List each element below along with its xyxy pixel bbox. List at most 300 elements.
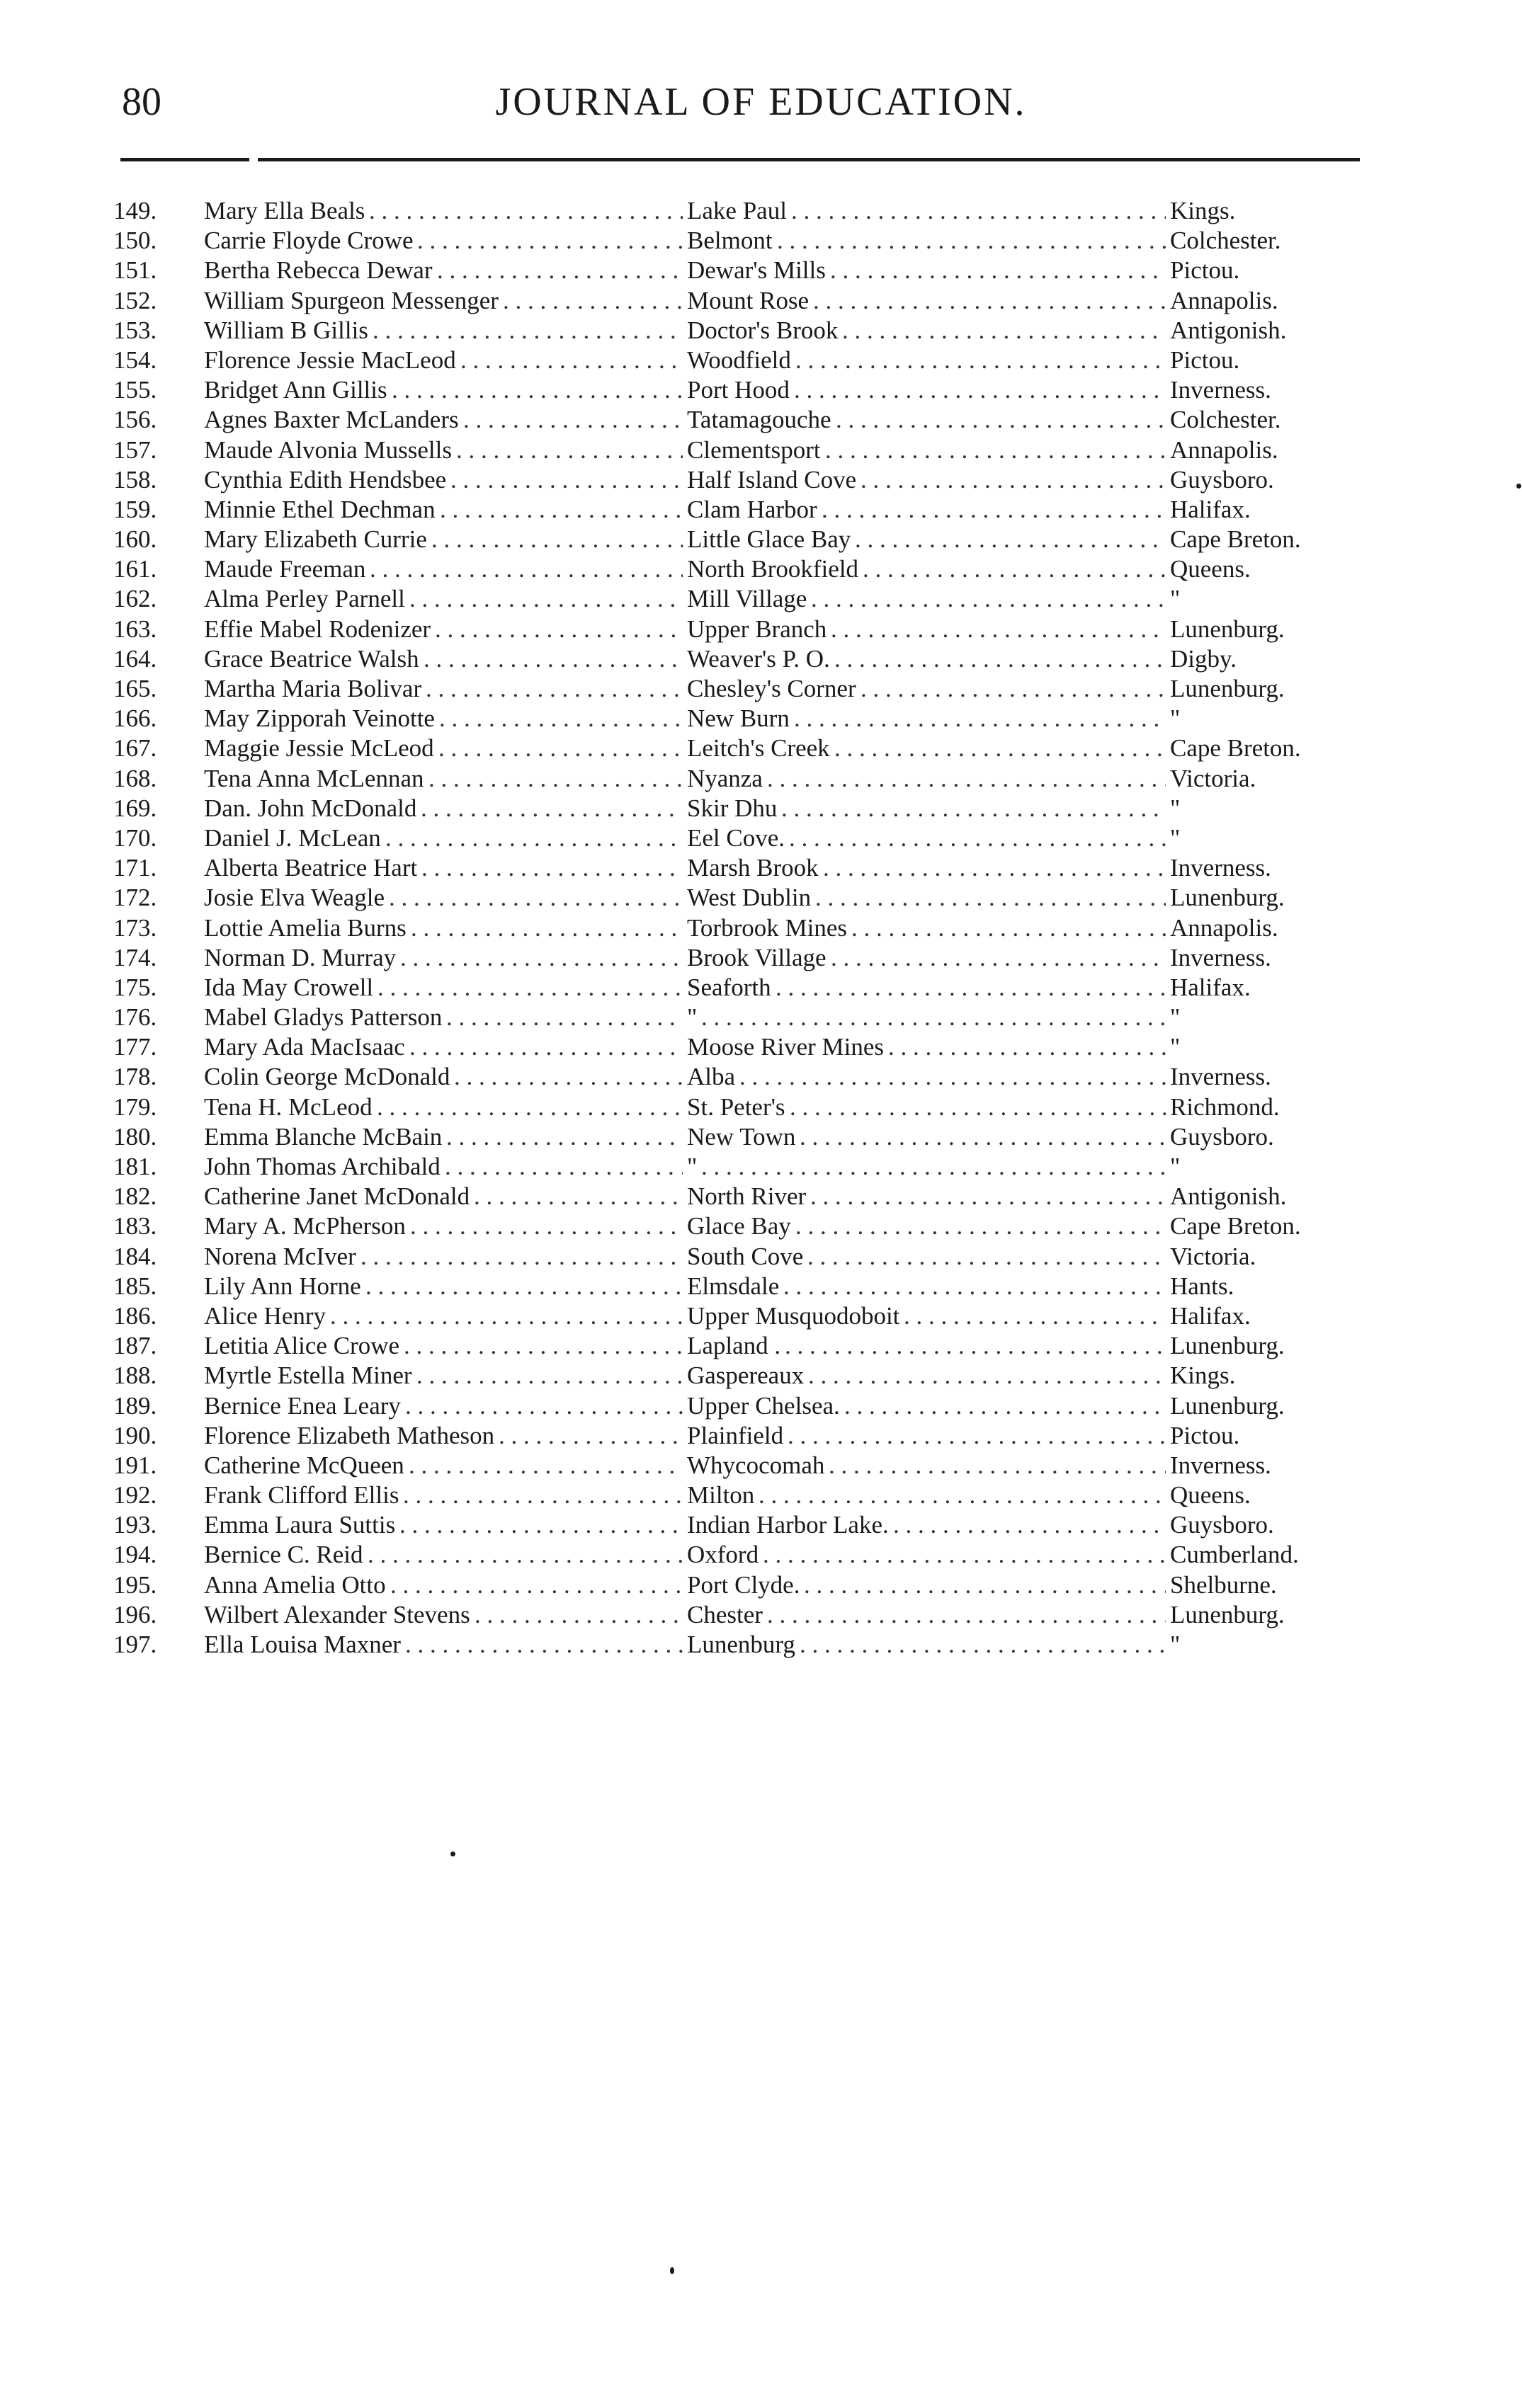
table-row <box>113 1032 1360 1062</box>
dot-leader <box>475 1600 683 1630</box>
place-name: West Dublin <box>687 884 812 912</box>
county-name: Victoria. <box>1170 764 1256 792</box>
row-number: 194. <box>113 1541 157 1569</box>
county-name: Inverness. <box>1170 1451 1271 1479</box>
dot-leader <box>829 1451 1166 1480</box>
county-name: Halifax. <box>1170 1301 1251 1330</box>
row-number: 186. <box>113 1301 157 1330</box>
dot-leader <box>360 1242 683 1272</box>
county-name: Shelburne. <box>1170 1570 1277 1599</box>
dot-leader <box>392 375 683 405</box>
table-row <box>113 644 1360 674</box>
dot-leader <box>893 1510 1166 1540</box>
dot-leader <box>377 973 683 1003</box>
table-row <box>113 853 1360 883</box>
dot-leader <box>446 1003 683 1032</box>
dot-leader <box>807 1242 1166 1272</box>
dot-leader <box>777 226 1166 256</box>
table-row <box>113 734 1360 763</box>
place-name: Glace Bay <box>687 1212 791 1240</box>
table-row <box>113 1361 1360 1391</box>
place-name: New Burn <box>687 704 790 733</box>
student-name: Bernice Enea Leary <box>204 1391 401 1420</box>
place-name: Skir Dhu <box>687 794 778 822</box>
student-name: Bernice C. Reid <box>204 1541 363 1569</box>
dot-leader <box>437 256 683 285</box>
place-name: Plainfield <box>687 1421 784 1449</box>
place-name: Leitch's Creek <box>687 734 830 763</box>
student-name: Mary Elizabeth Currie <box>204 525 427 554</box>
table-row <box>113 973 1360 1003</box>
place-name: St. Peter's <box>687 1092 785 1121</box>
place-name: Weaver's P. O. <box>687 644 830 673</box>
place-name: Eel Cove. <box>687 823 785 852</box>
dot-leader <box>759 1480 1166 1510</box>
county-name: Pictou. <box>1170 346 1240 374</box>
county-name: Lunenburg. <box>1170 1600 1285 1628</box>
dot-leader <box>795 1211 1166 1241</box>
dot-leader <box>445 1152 683 1182</box>
student-name: Mary Ada MacIsaac <box>204 1033 405 1061</box>
place-name: Dewar's Mills <box>687 256 826 285</box>
header-rule-left <box>120 158 249 161</box>
print-speck <box>450 1851 455 1856</box>
table-row <box>113 256 1360 285</box>
dot-leader <box>813 286 1166 316</box>
dot-leader <box>431 525 683 554</box>
place-name: Woodfield <box>687 346 791 374</box>
dot-leader <box>410 1211 683 1241</box>
table-row <box>113 1510 1360 1540</box>
row-number: 171. <box>113 854 157 882</box>
table-row <box>113 674 1360 704</box>
dot-leader <box>409 584 683 614</box>
student-name: Agnes Baxter McLanders <box>204 406 459 434</box>
row-number: 190. <box>113 1421 157 1449</box>
table-row <box>113 405 1360 435</box>
table-row <box>113 1480 1360 1510</box>
student-name: Minnie Ethel Dechman <box>204 495 436 523</box>
table-row <box>113 1421 1360 1451</box>
county-name: Annapolis. <box>1170 913 1278 942</box>
place-name: Upper Branch <box>687 615 827 643</box>
row-number: 167. <box>113 734 157 763</box>
county-name: Guysboro. <box>1170 465 1274 493</box>
table-row <box>113 1003 1360 1032</box>
place-name: Half Island Cove <box>687 465 857 493</box>
county-name: Inverness. <box>1170 943 1271 971</box>
dot-leader <box>385 823 683 853</box>
student-name: Cynthia Edith Hendsbee <box>204 465 447 493</box>
county-name: Guysboro. <box>1170 1511 1274 1539</box>
dot-leader <box>403 1480 683 1510</box>
dot-leader <box>417 226 683 256</box>
student-name: Alice Henry <box>204 1301 326 1330</box>
place-name: Chesley's Corner <box>687 675 856 702</box>
dot-leader <box>831 615 1166 644</box>
table-row <box>113 286 1360 316</box>
place-name: New Town <box>687 1122 796 1151</box>
header-rule-right <box>258 158 1360 161</box>
dot-leader <box>785 1331 1166 1361</box>
table-row <box>113 883 1360 913</box>
row-number: 152. <box>113 286 157 314</box>
county-name: Cape Breton. <box>1170 734 1301 763</box>
dot-leader <box>861 465 1166 495</box>
dot-leader <box>834 734 1166 763</box>
row-number: 191. <box>113 1451 157 1479</box>
place-name: Doctor's Brook <box>687 316 839 344</box>
student-name: Letitia Alice Crowe <box>204 1332 400 1360</box>
student-name: Alberta Beatrice Hart <box>204 854 418 882</box>
student-name: Tena H. McLeod <box>204 1092 373 1121</box>
row-number: 170. <box>113 823 157 852</box>
place-name: Brook Village <box>687 943 827 971</box>
place-name: Clam Harbor <box>687 495 817 523</box>
place-name: Upper Chelsea. <box>687 1391 840 1420</box>
row-number: 160. <box>113 525 157 554</box>
dot-leader <box>815 883 1166 913</box>
county-name: " <box>1170 585 1181 613</box>
table-row <box>113 435 1360 465</box>
table-row <box>113 1391 1360 1421</box>
student-name: Carrie Floyde Crowe <box>204 227 414 255</box>
dot-leader <box>904 1301 1166 1331</box>
student-name: Alma Perley Parnell <box>204 585 405 613</box>
dot-leader <box>767 764 1166 794</box>
place-name: " <box>687 1153 698 1180</box>
place-name: " <box>687 1003 698 1032</box>
county-name: Queens. <box>1170 1481 1251 1510</box>
dot-leader <box>439 704 683 734</box>
dot-leader <box>800 1630 1166 1660</box>
student-name: Anna Amelia Otto <box>204 1570 386 1599</box>
table-row <box>113 196 1360 226</box>
dot-leader <box>416 1361 683 1391</box>
county-name: Pictou. <box>1170 256 1240 285</box>
dot-leader <box>368 1540 683 1570</box>
place-name: Lake Paul <box>687 197 787 224</box>
dot-leader <box>794 375 1166 405</box>
county-name: " <box>1170 823 1181 852</box>
student-name: Maude Freeman <box>204 555 366 583</box>
print-speck <box>670 2267 674 2274</box>
dot-leader <box>428 764 683 794</box>
dot-leader <box>456 435 683 465</box>
county-name: Colchester. <box>1170 406 1281 434</box>
table-row <box>113 615 1360 644</box>
student-name: Maude Alvonia Mussells <box>204 435 452 464</box>
table-row <box>113 704 1360 734</box>
row-number: 180. <box>113 1122 157 1151</box>
dot-leader <box>438 734 683 763</box>
place-name: Lapland . <box>687 1332 781 1360</box>
county-name: Lunenburg. <box>1170 615 1285 643</box>
table-row <box>113 226 1360 256</box>
running-title: JOURNAL OF EDUCATION. <box>495 80 1027 124</box>
student-name: Mary Ella Beals <box>204 197 365 224</box>
dot-leader <box>409 1451 683 1480</box>
county-name: Lunenburg. <box>1170 1332 1285 1360</box>
row-number: 183. <box>113 1212 157 1240</box>
student-name: William B Gillis <box>204 316 368 344</box>
place-name: North River <box>687 1182 807 1211</box>
dot-leader <box>421 794 683 823</box>
place-name: Alba <box>687 1063 736 1091</box>
table-row <box>113 554 1360 584</box>
student-name: Mary A. McPherson <box>204 1212 406 1240</box>
dot-leader <box>823 853 1166 883</box>
county-name: Antigonish. <box>1170 316 1287 344</box>
row-number: 166. <box>113 704 157 733</box>
place-name: Chester <box>687 1600 763 1628</box>
dot-leader <box>463 405 683 435</box>
row-number: 179. <box>113 1092 157 1121</box>
place-name: Marsh Brook <box>687 854 819 882</box>
dot-leader <box>701 1152 1166 1182</box>
table-row <box>113 1272 1360 1301</box>
row-number: 174. <box>113 943 157 971</box>
student-name: Effie Mabel Rodenizer <box>204 615 431 643</box>
place-name: Clementsport <box>687 435 821 464</box>
row-number: 164. <box>113 644 157 673</box>
student-name: May Zipporah Veinotte <box>204 704 435 733</box>
student-name: Bridget Ann Gillis <box>204 376 387 404</box>
table-row <box>113 1182 1360 1211</box>
place-name: Port Hood <box>687 376 790 404</box>
dot-leader <box>863 554 1166 584</box>
dot-leader <box>836 405 1166 435</box>
dot-leader <box>373 316 683 346</box>
dot-leader <box>701 1003 1166 1032</box>
dot-leader <box>789 823 1166 853</box>
county-name: Richmond. <box>1170 1092 1280 1121</box>
dot-leader <box>831 943 1166 973</box>
dot-leader <box>844 1391 1166 1421</box>
row-number: 175. <box>113 973 157 1001</box>
table-row <box>113 1242 1360 1272</box>
row-number: 197. <box>113 1631 157 1658</box>
dot-leader <box>474 1182 683 1211</box>
table-row <box>113 1122 1360 1152</box>
table-row <box>113 1540 1360 1570</box>
row-number: 169. <box>113 794 157 822</box>
row-number: 149. <box>113 197 157 224</box>
row-number: 168. <box>113 764 157 792</box>
dot-leader <box>460 346 683 375</box>
dot-leader <box>851 913 1166 943</box>
student-name: Mabel Gladys Patterson <box>204 1003 443 1032</box>
row-number: 156. <box>113 406 157 434</box>
county-name: Queens. <box>1170 555 1251 583</box>
place-name: Torbrook Mines <box>687 913 847 942</box>
row-number: 162. <box>113 585 157 613</box>
student-name: John Thomas Archibald <box>204 1153 441 1180</box>
student-name: Myrtle Estella Miner <box>204 1362 412 1390</box>
dot-leader <box>834 644 1166 674</box>
dot-leader <box>426 674 683 704</box>
dot-leader <box>330 1301 683 1331</box>
dot-leader <box>424 644 683 674</box>
dot-leader <box>767 1600 1166 1630</box>
table-row <box>113 525 1360 554</box>
student-name: Ella Louisa Maxner <box>204 1631 401 1658</box>
student-name: Maggie Jessie McLeod <box>204 734 434 763</box>
student-name: Dan. John McDonald <box>204 794 417 822</box>
student-name: Emma Laura Suttis <box>204 1511 396 1539</box>
row-number: 177. <box>113 1033 157 1061</box>
place-name: Gaspereaux <box>687 1362 805 1390</box>
dot-leader <box>739 1062 1166 1092</box>
county-name: Hants. <box>1170 1272 1234 1300</box>
place-name: Nyanza <box>687 764 763 792</box>
dot-leader <box>446 1122 683 1152</box>
dot-leader <box>790 1092 1166 1122</box>
table-row <box>113 794 1360 823</box>
row-number: 189. <box>113 1391 157 1420</box>
row-number: 150. <box>113 227 157 255</box>
dot-leader <box>421 853 683 883</box>
row-number: 181. <box>113 1153 157 1180</box>
row-number: 161. <box>113 555 157 583</box>
dot-leader <box>861 674 1166 704</box>
table-row <box>113 1630 1360 1660</box>
row-number: 176. <box>113 1003 157 1032</box>
county-name: Cumberland. <box>1170 1541 1299 1569</box>
table-row <box>113 346 1360 375</box>
dot-leader <box>783 1272 1166 1301</box>
row-number: 157. <box>113 435 157 464</box>
dot-leader <box>825 435 1166 465</box>
row-number: 193. <box>113 1511 157 1539</box>
table-row <box>113 375 1360 405</box>
table-row <box>113 764 1360 794</box>
student-name: Florence Jessie MacLeod <box>204 346 456 374</box>
dot-leader <box>503 286 683 316</box>
dot-leader <box>405 1391 683 1421</box>
student-name: Grace Beatrice Walsh <box>204 644 419 673</box>
student-name: Catherine Janet McDonald <box>204 1182 470 1211</box>
row-number: 178. <box>113 1063 157 1091</box>
dot-leader <box>377 1092 683 1122</box>
row-number: 172. <box>113 884 157 912</box>
place-name: Belmont <box>687 227 773 255</box>
place-name: Port Clyde. <box>687 1570 800 1599</box>
row-number: 195. <box>113 1570 157 1599</box>
student-name: Colin George McDonald <box>204 1063 450 1091</box>
table-row <box>113 316 1360 346</box>
place-name: Moose River Mines <box>687 1033 885 1061</box>
dot-leader <box>800 1122 1166 1152</box>
county-name: Cape Breton. <box>1170 525 1301 554</box>
county-name: Annapolis. <box>1170 435 1278 464</box>
student-name: Martha Maria Bolivar <box>204 675 422 702</box>
student-name: Frank Clifford Ellis <box>204 1481 399 1510</box>
student-name: Florence Elizabeth Matheson <box>204 1421 495 1449</box>
dot-leader <box>822 495 1166 525</box>
place-name: Milton <box>687 1481 755 1510</box>
table-row <box>113 1331 1360 1361</box>
dot-leader <box>370 554 683 584</box>
place-name: North Brookfield <box>687 555 859 583</box>
dot-leader <box>788 1421 1166 1451</box>
dot-leader <box>435 615 683 644</box>
dot-leader <box>776 973 1166 1003</box>
dot-leader <box>763 1540 1166 1570</box>
place-name: Mill Village <box>687 585 807 613</box>
county-name: Lunenburg. <box>1170 1391 1285 1420</box>
table-row <box>113 584 1360 614</box>
dot-leader <box>405 1630 683 1660</box>
student-name: Norman D. Murray <box>204 943 397 971</box>
student-name: William Spurgeon Messenger <box>204 286 499 314</box>
county-name: Cape Breton. <box>1170 1212 1301 1240</box>
county-name: Lunenburg. <box>1170 884 1285 912</box>
dot-leader <box>808 1361 1166 1391</box>
dot-leader <box>888 1032 1166 1062</box>
dot-leader <box>804 1570 1166 1600</box>
student-name: Emma Blanche McBain <box>204 1122 443 1151</box>
row-number: 165. <box>113 675 157 702</box>
table-row <box>113 1062 1360 1092</box>
dot-leader <box>399 1510 683 1540</box>
print-speck <box>1516 484 1521 489</box>
dot-leader <box>450 465 683 495</box>
county-name: Kings. <box>1170 197 1236 224</box>
county-name: Halifax. <box>1170 973 1251 1001</box>
student-name: Norena McIver <box>204 1242 356 1270</box>
place-name: Seaforth <box>687 973 771 1001</box>
place-name: Lunenburg <box>687 1631 795 1658</box>
row-number: 153. <box>113 316 157 344</box>
dot-leader <box>409 1032 683 1062</box>
place-name: Oxford <box>687 1541 759 1569</box>
student-name: Daniel J. McLean <box>204 823 381 852</box>
table-row <box>113 1211 1360 1241</box>
table-row <box>113 495 1360 525</box>
county-name: Antigonish. <box>1170 1182 1287 1211</box>
county-name: " <box>1170 1631 1181 1658</box>
row-number: 192. <box>113 1481 157 1510</box>
county-name: Lunenburg. <box>1170 675 1285 702</box>
row-number: 173. <box>113 913 157 942</box>
county-name: " <box>1170 1153 1181 1180</box>
table-row <box>113 943 1360 973</box>
row-number: 196. <box>113 1600 157 1628</box>
table-row <box>113 1301 1360 1331</box>
dot-leader <box>454 1062 683 1092</box>
county-name: Inverness. <box>1170 376 1271 404</box>
county-name: " <box>1170 1003 1181 1032</box>
dot-leader <box>499 1421 683 1451</box>
table-row <box>113 823 1360 853</box>
county-name: Annapolis. <box>1170 286 1278 314</box>
row-number: 163. <box>113 615 157 643</box>
county-name: Inverness. <box>1170 854 1271 882</box>
county-name: Pictou. <box>1170 1421 1240 1449</box>
place-name: Little Glace Bay <box>687 525 851 554</box>
graduate-list <box>113 196 1360 1660</box>
place-name: South Cove <box>687 1242 804 1270</box>
dot-leader <box>389 883 683 913</box>
county-name: Kings. <box>1170 1362 1236 1390</box>
county-name: " <box>1170 704 1181 733</box>
table-row <box>113 1600 1360 1630</box>
dot-leader <box>791 196 1166 226</box>
row-number: 154. <box>113 346 157 374</box>
row-number: 158. <box>113 465 157 493</box>
row-number: 184. <box>113 1242 157 1270</box>
